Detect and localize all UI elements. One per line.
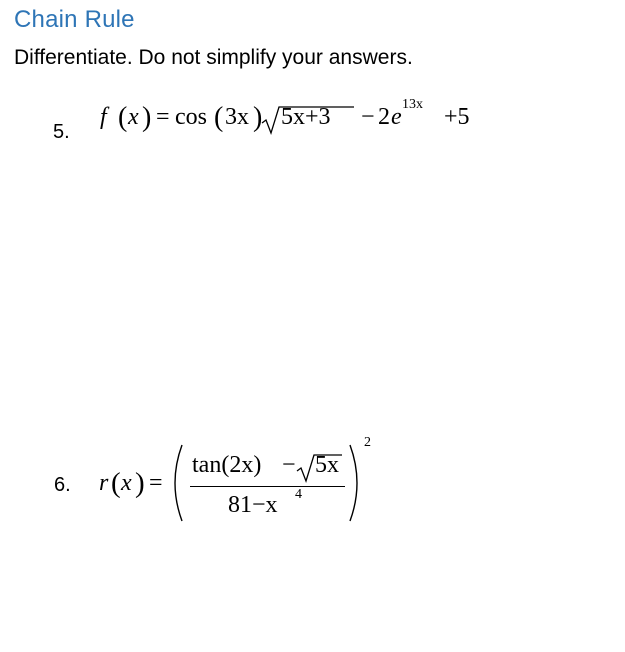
p6-denominator-base: 81−x xyxy=(228,492,278,518)
p5-function-name: f xyxy=(100,104,107,130)
p5-cos-open: ( xyxy=(214,102,224,133)
p6-numerator-tan: tan(2x) xyxy=(192,452,262,478)
page-title: Chain Rule xyxy=(14,6,135,33)
p6-big-left-paren xyxy=(166,443,186,523)
p6-equals: = xyxy=(149,470,163,496)
p5-minus: − xyxy=(361,104,375,130)
p5-exponent: 13x xyxy=(402,97,423,112)
p5-open-paren: ( xyxy=(118,102,128,133)
p6-fraction-bar xyxy=(190,486,345,487)
p5-tail: +5 xyxy=(444,104,470,130)
p5-equals: = xyxy=(156,104,170,130)
p6-numerator-radicand: 5x xyxy=(315,452,339,478)
p6-numerator-minus: − xyxy=(282,452,296,478)
problem-5-number: 5. xyxy=(53,121,70,143)
p6-variable: x xyxy=(121,470,132,496)
p5-coef: 2 xyxy=(378,104,390,130)
instructions: Differentiate. Do not simplify your answers. xyxy=(14,46,413,69)
p5-variable: x xyxy=(128,104,139,130)
p5-cos-arg: 3x xyxy=(225,104,249,130)
p5-radicand: 5x+3 xyxy=(281,104,331,130)
p5-cos-close: ) xyxy=(253,102,263,133)
p5-close-paren: ) xyxy=(142,102,152,133)
p5-base-e: e xyxy=(391,104,402,130)
p5-cos: cos xyxy=(175,104,207,130)
p6-function-name: r xyxy=(99,470,109,496)
problem-6-number: 6. xyxy=(54,474,71,496)
p6-open-paren: ( xyxy=(111,467,121,499)
p6-big-right-paren xyxy=(346,443,366,523)
p6-close-paren: ) xyxy=(135,467,145,499)
p6-denominator-exp: 4 xyxy=(295,487,302,502)
p6-outer-exp: 2 xyxy=(364,435,371,450)
